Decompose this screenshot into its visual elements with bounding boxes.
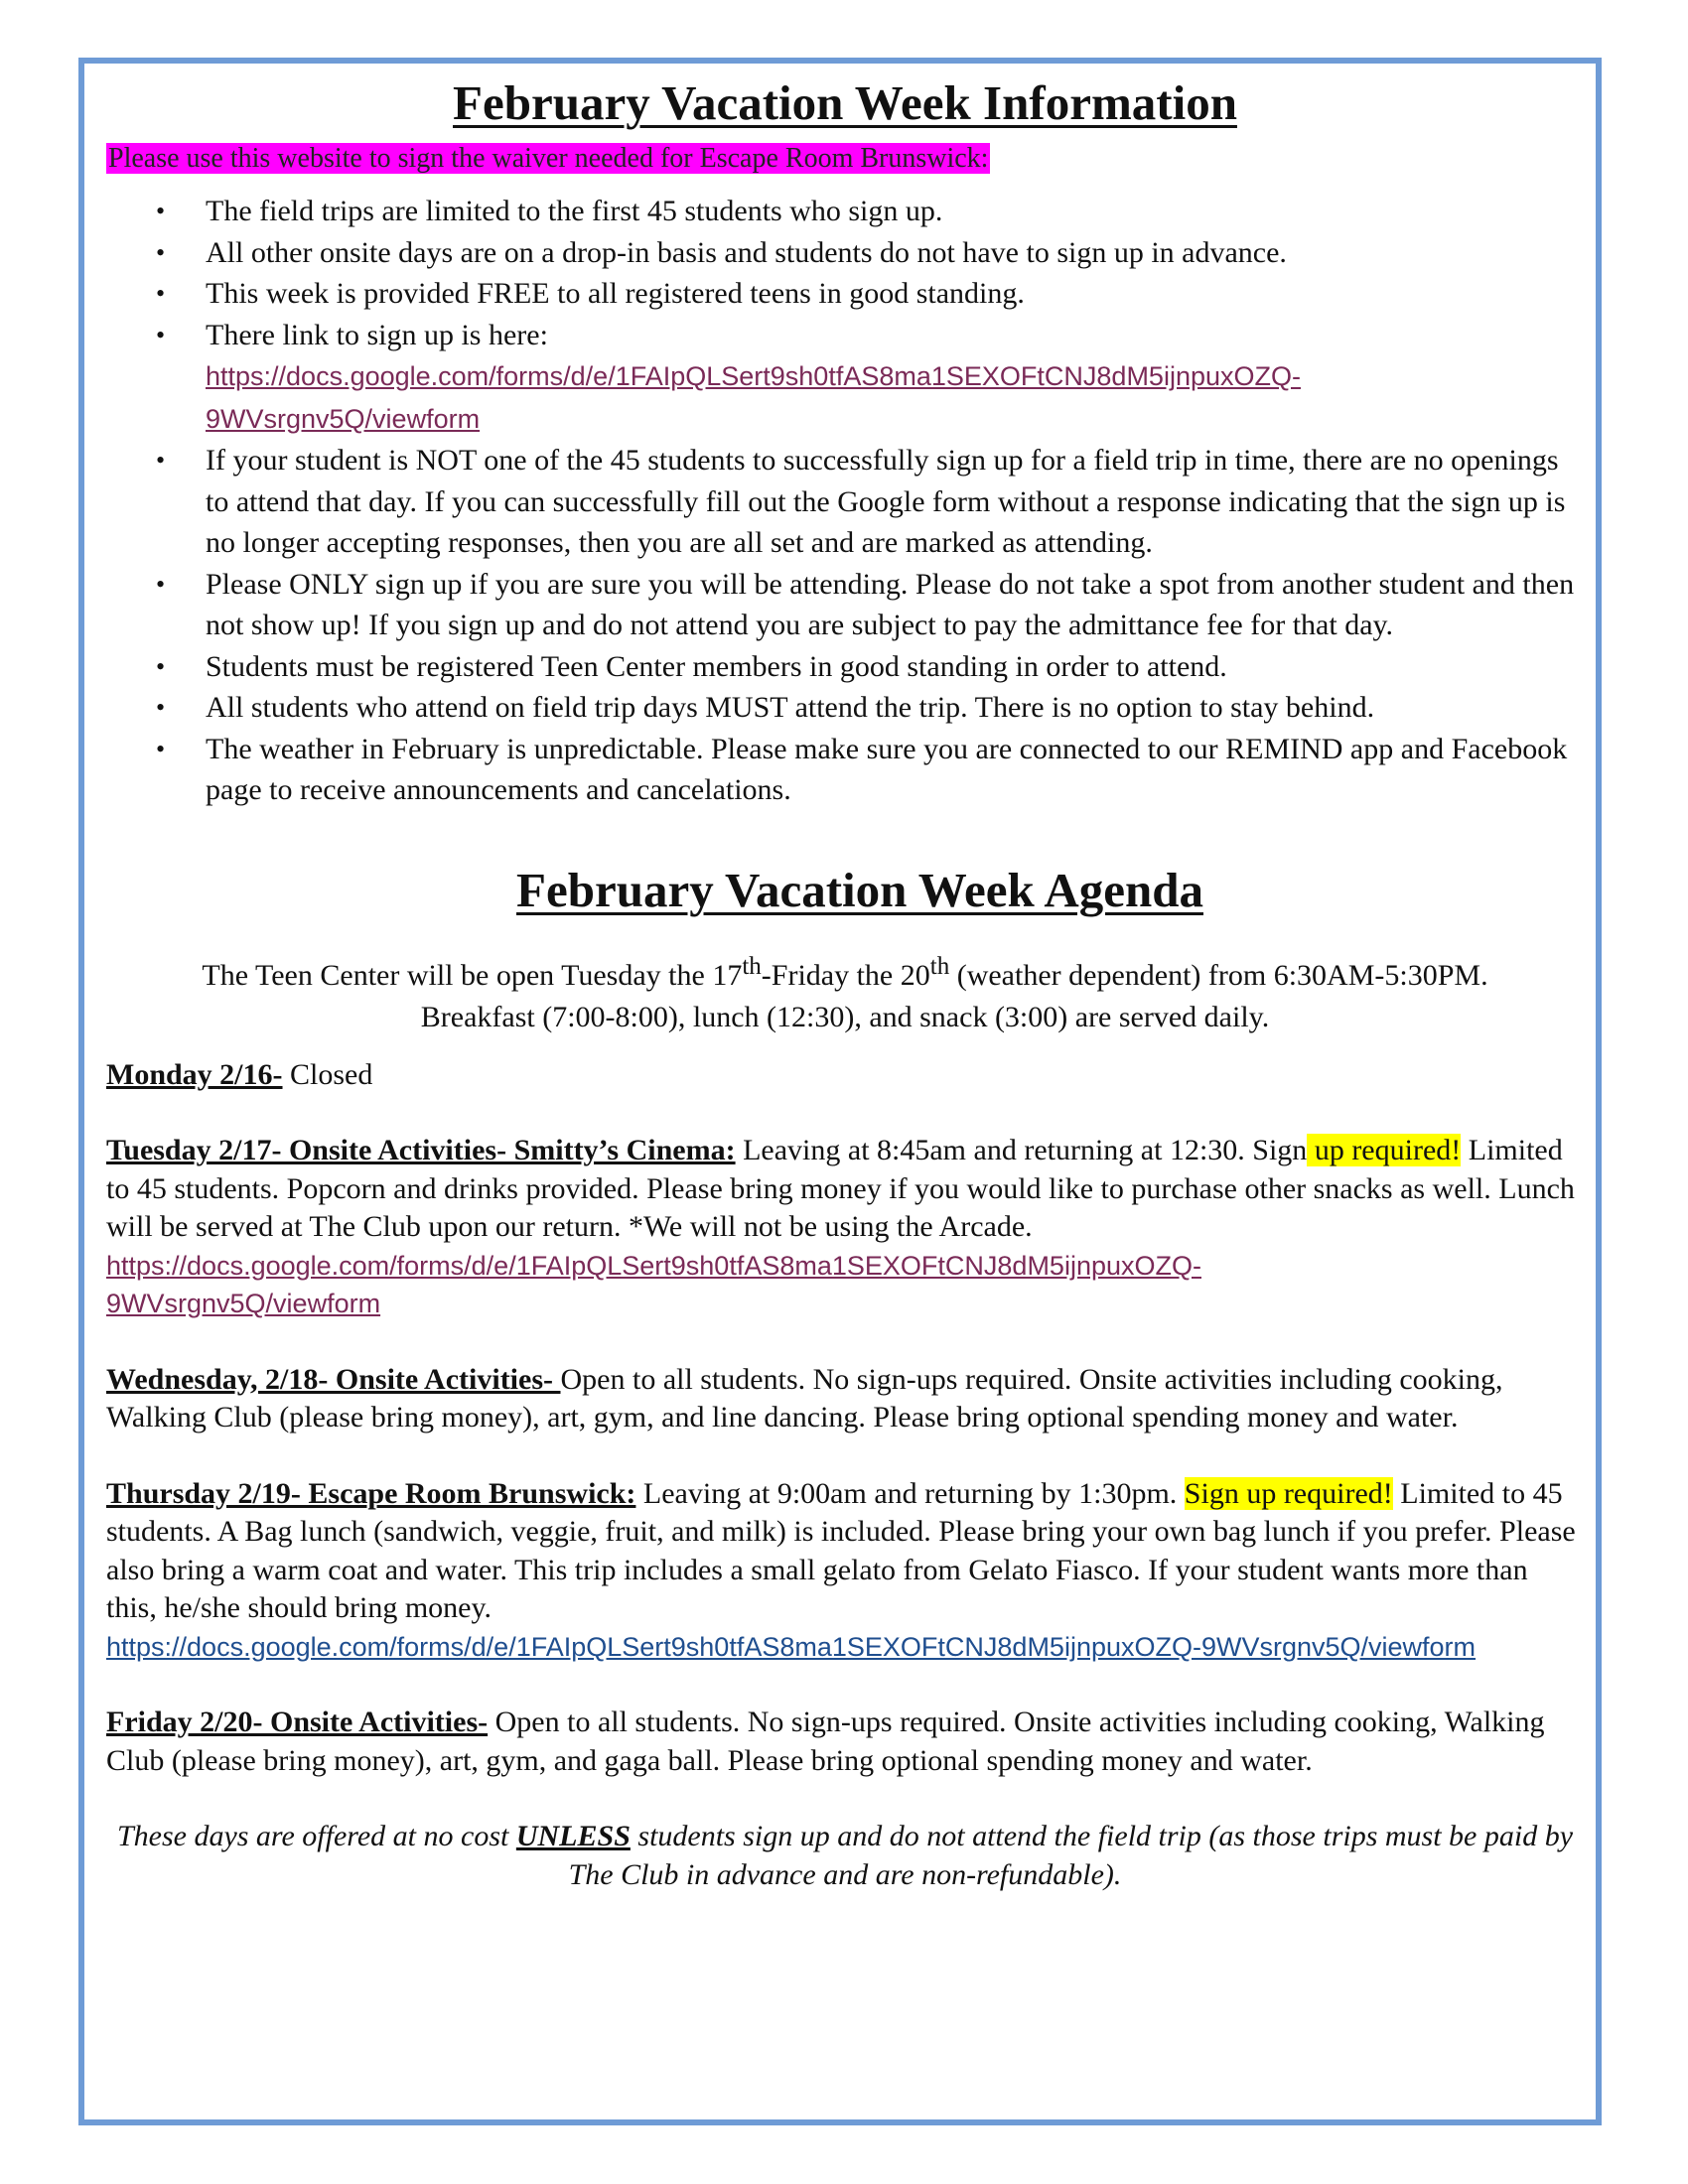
day-heading: Thursday 2/19- Escape Room Brunswick: [106, 1476, 636, 1510]
signup-required-badge: up required! [1307, 1134, 1462, 1166]
agenda-tuesday: Tuesday 2/17- Onsite Activities- Smitty’s Cinema: Leaving at 8:45am and returning at 12:30. Sign up required! Limited to 45 students. Popcorn and drinks provided. Please bring money if you would like to purchase other snacks as well. Lunch will be served at The Club upon our return. *We will not be using the Arcade. https://docs.google.com/forms/d/e/1FAIpQLSert9sh0tfAS8ma1SEXOFtCNJ8dM5ijnpuxOZQ- 9WVsrgnv5Q/viewform [106, 1134, 1575, 1318]
document-body [106, 75, 1584, 1924]
agenda-title: February Vacation Week Agenda [516, 862, 1203, 917]
agenda-intro: The Teen Center will be open Tuesday the 17th-Friday the 20th (weather dependent) from 6:30AM-5:30PM. Breakfast (7:00-8:00), lunch (12:30), and snack (3:00) are served daily. [202, 952, 1488, 1033]
day-heading: Tuesday 2/17- Onsite Activities- Smitty’s Cinema: [106, 1134, 736, 1166]
signup-required-badge: Sign up required! [1184, 1476, 1393, 1510]
bullet-icon: • [156, 651, 166, 681]
tuesday-signup-link[interactable]: https://docs.google.com/forms/d/e/1FAIpQLSert9sh0tfAS8ma1SEXOFtCNJ8dM5ijnpuxOZQ- 9WVsrgnv5Q/viewform [106, 1250, 1201, 1318]
info-bullet-list [106, 191, 1584, 811]
list-item: • Students must be registered Teen Center members in good standing in order to attend. [106, 646, 1584, 688]
day-heading: Monday 2/16- [106, 1057, 283, 1091]
bullet-icon: • [156, 320, 166, 349]
day-heading: Friday 2/20- Onsite Activities- [106, 1706, 489, 1738]
bullet-icon: • [156, 734, 166, 763]
info-title: February Vacation Week Information [453, 75, 1237, 130]
waiver-notice-text: Please use this website to sign the waiver needed for Escape Room Brunswick: [108, 143, 989, 174]
agenda-monday: Monday 2/16- Closed [106, 1057, 373, 1091]
agenda-friday: Friday 2/20- Onsite Activities- Open to all students. No sign-ups required. Onsite activities including cooking, Walking Club (please bring money), art, gym, and gaga ball. Please bring optional spending money and water. [106, 1706, 1545, 1777]
bullet-icon: • [156, 569, 166, 599]
list-item-signup: • There link to sign up is here: https://docs.google.com/forms/d/e/1FAIpQLSert9sh0tfAS8ma1SEXOFtCNJ8dM5ijnpuxOZQ- 9WVsrgnv5Q/viewform [106, 315, 1584, 441]
list-item: • The weather in February is unpredictable. Please make sure you are connected to our REMIND app and Facebook page to receive announcements and cancelations. [106, 729, 1584, 811]
thursday-signup-link[interactable]: https://docs.google.com/forms/d/e/1FAIpQLSert9sh0tfAS8ma1SEXOFtCNJ8dM5ijnpuxOZQ-9WVsrgnv5Q/viewform [106, 1631, 1477, 1662]
bullet-icon: • [156, 446, 166, 475]
waiver-notice [106, 141, 1584, 177]
cost-footnote: These days are offered at no cost UNLESS students sign up and do not attend the field trip (as those trips must be paid by The Club in advance and are non-refundable). [116, 1820, 1574, 1891]
list-item: • All other onsite days are on a drop-in basis and students do not have to sign up in advance. [106, 232, 1584, 274]
bullet-icon: • [156, 237, 166, 267]
list-item: • This week is provided FREE to all registered teens in good standing. [106, 273, 1584, 315]
list-item: • Please ONLY sign up if you are sure you will be attending. Please do not take a spot from another student and then not show up! If you sign up and do not attend you are subject to pay the admittance fee for that day. [106, 564, 1584, 646]
list-item: • All students who attend on field trip days MUST attend the trip. There is no option to stay behind. [106, 687, 1584, 729]
day-heading: Wednesday, 2/18- Onsite Activities- [106, 1362, 561, 1396]
list-item: • If your student is NOT one of the 45 students to successfully sign up for a field trip in time, there are no openings to attend that day. If you can successfully fill out the Google form without a response indicating that the sign up is no longer accepting responses, then you are all set and are marked as attending. [106, 440, 1584, 564]
signup-link[interactable]: https://docs.google.com/forms/d/e/1FAIpQLSert9sh0tfAS8ma1SEXOFtCNJ8dM5ijnpuxOZQ- 9WVsrgnv5Q/viewform [206, 361, 1301, 434]
bullet-icon: • [156, 197, 166, 225]
bullet-icon: • [156, 279, 166, 308]
agenda-wednesday: Wednesday, 2/18- Onsite Activities- Open to all students. No sign-ups required. Onsite activities including cooking, Walking Club (please bring money), art, gym, and line dancing. Please bring optional spending money and water. [106, 1362, 1503, 1433]
bullet-icon: • [156, 693, 166, 722]
list-item: • The field trips are limited to the first 45 students who sign up. [106, 191, 1584, 232]
agenda-thursday: Thursday 2/19- Escape Room Brunswick: Leaving at 9:00am and returning by 1:30pm. Sign up required! Limited to 45 students. A Bag lunch (sandwich, veggie, fruit, and milk) is included. Please bring your own bag lunch if you prefer. Please also bring a warm coat and water. This trip includes a small gelato from Gelato Fiasco. If your student wants more than this, he/she should bring money. https://docs.google.com/forms/d/e/1FAIpQLSert9sh0tfAS8ma1SEXOFtCNJ8dM5ijnpuxOZQ-9WVsrgnv5Q/viewform [106, 1476, 1576, 1662]
